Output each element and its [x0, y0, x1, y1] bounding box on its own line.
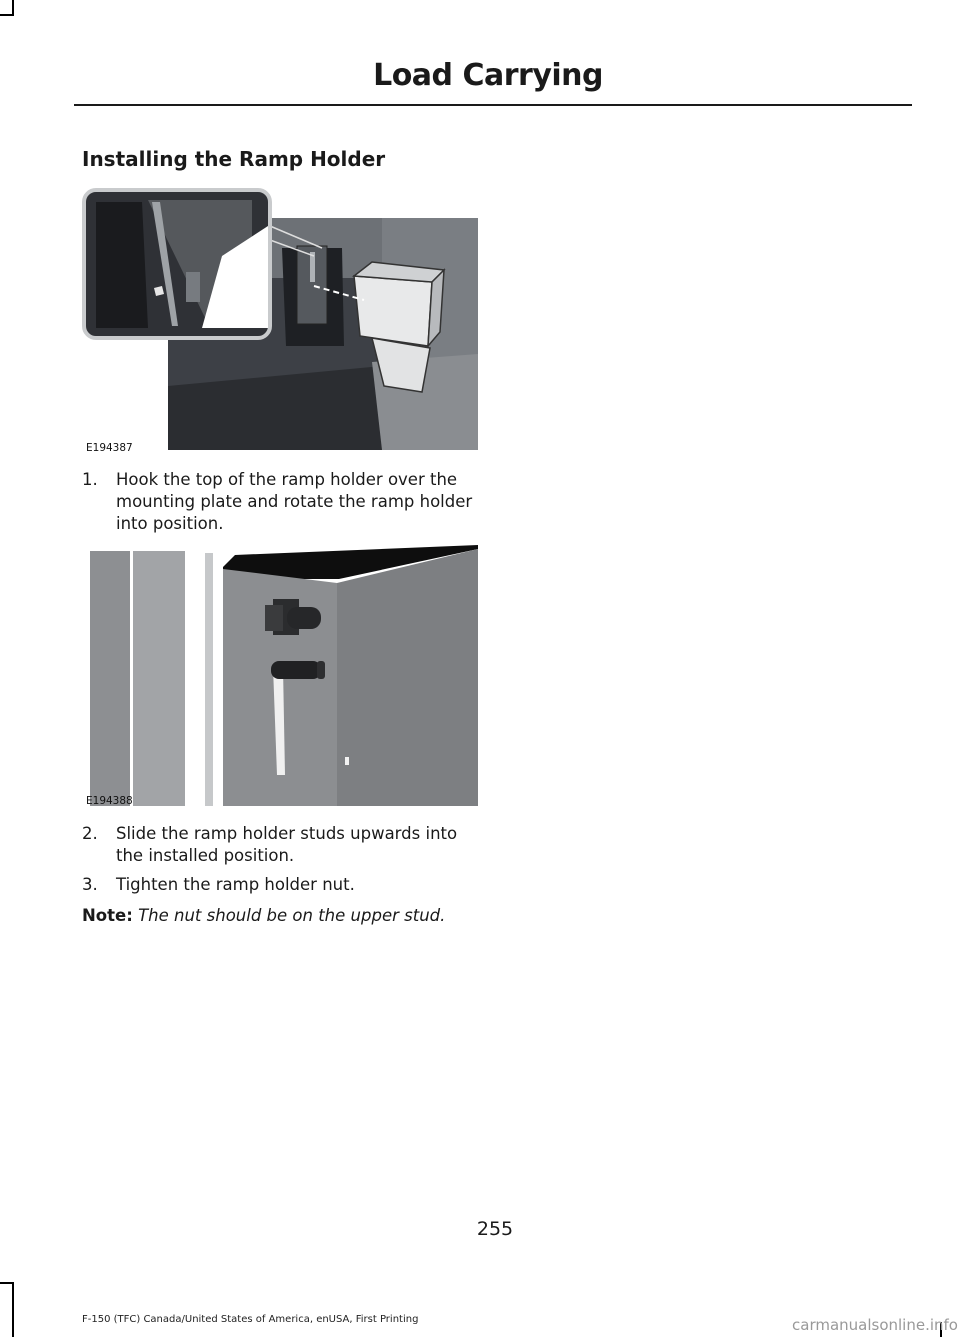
crop-mark-bottom-left-v: [12, 1282, 14, 1337]
note-label: Note:: [82, 906, 133, 925]
step-number: 2.: [82, 824, 98, 843]
figure-id-2: E194388: [86, 795, 133, 807]
page-number: 255: [476, 1218, 514, 1240]
ramp-holder-studs-illustration: [87, 543, 478, 806]
step-number: 1.: [82, 470, 98, 489]
figure-ramp-holder-mounting: [82, 186, 478, 450]
crop-mark-top-left-v: [12, 0, 14, 14]
note-text: The nut should be on the upper stud.: [138, 906, 446, 925]
step-1: [82, 469, 482, 535]
crop-mark-top-left-h: [0, 14, 14, 16]
header-rule: [74, 104, 912, 106]
step-text: Slide the ramp holder studs upwards into the installed position.: [116, 824, 458, 865]
figure-id-1: E194387: [86, 442, 133, 454]
crop-mark-bottom-left-h: [0, 1282, 14, 1284]
watermark: carmanualsonline.info: [792, 1316, 958, 1334]
step-3: [82, 874, 482, 896]
note: [82, 905, 502, 927]
step-2: [82, 823, 482, 867]
step-text: Tighten the ramp holder nut.: [116, 875, 355, 894]
chapter-title: Load Carrying: [373, 58, 603, 93]
step-number: 3.: [82, 875, 98, 894]
publication-footer: F-150 (TFC) Canada/United States of America, enUSA, First Printing: [82, 1314, 419, 1325]
step-text: Hook the top of the ramp holder over the mounting plate and rotate the ramp holder into position.: [116, 470, 473, 533]
section-heading: Installing the Ramp Holder: [82, 147, 386, 171]
figure-ramp-holder-studs: [87, 543, 478, 806]
ramp-holder-mounting-illustration: [82, 186, 478, 450]
